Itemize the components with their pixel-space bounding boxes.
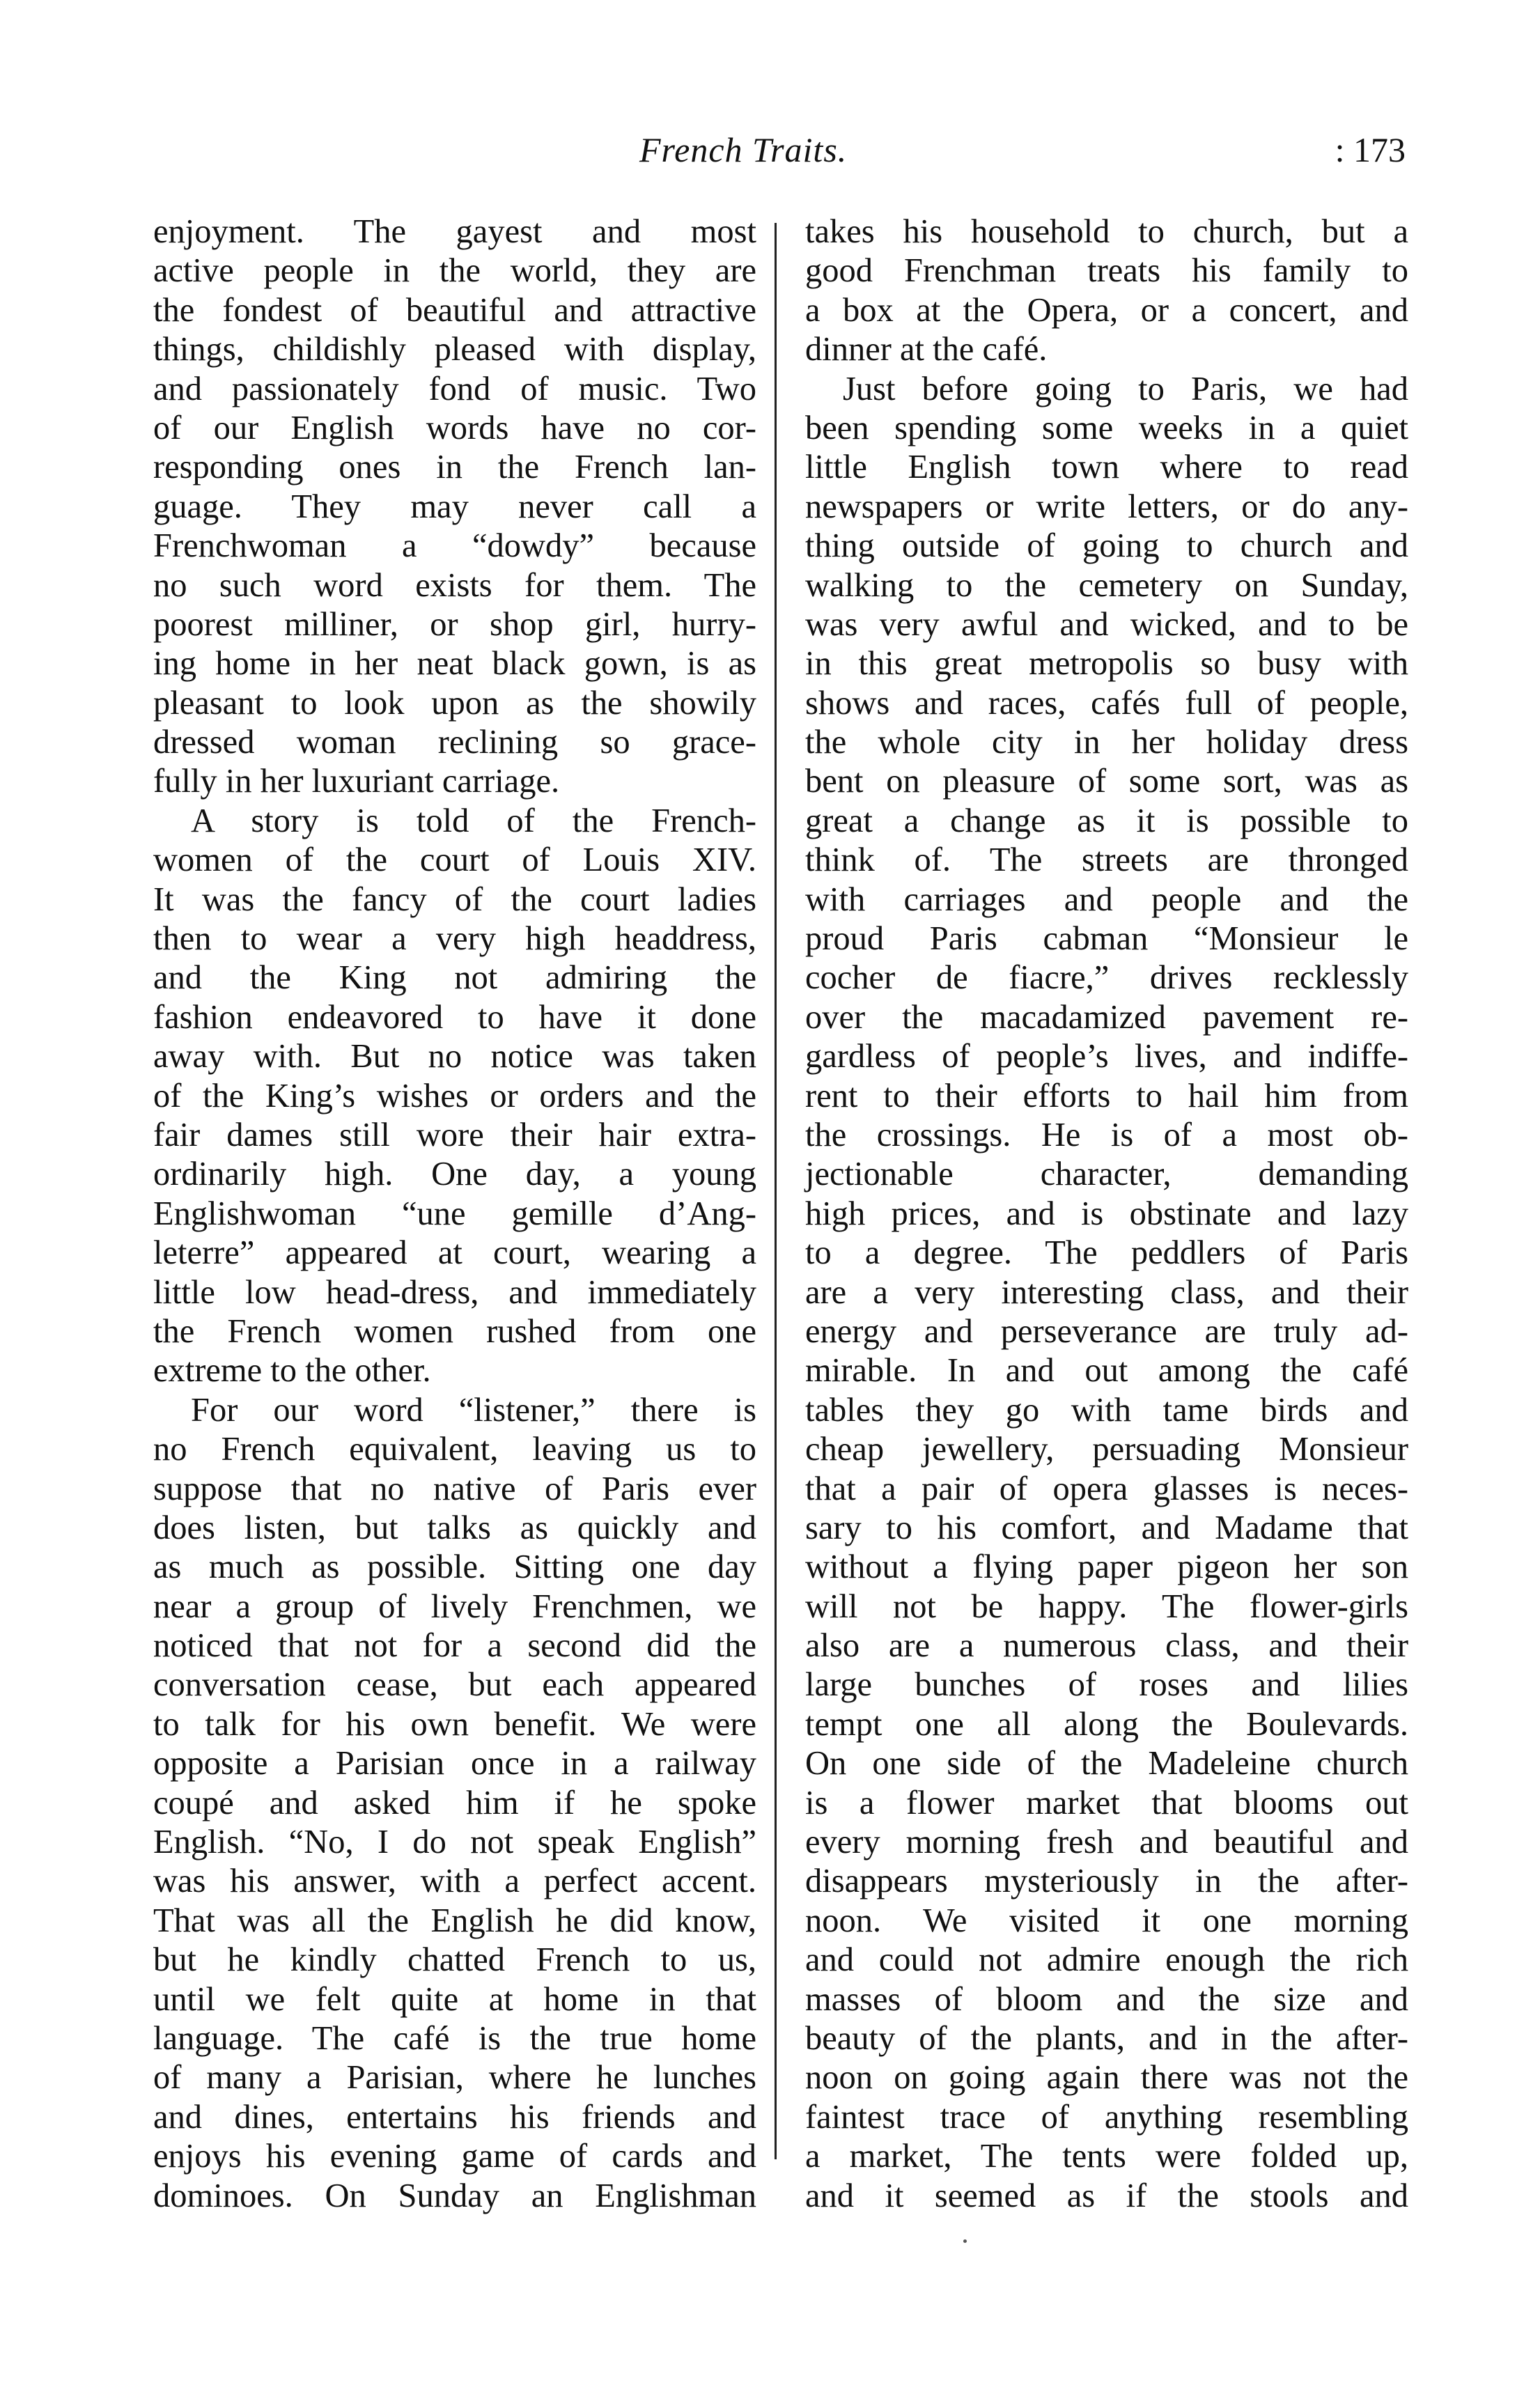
text-line: On one side of the Madeleine church: [805, 1745, 1408, 1782]
text-line: takes his household to church, but a: [805, 213, 1408, 250]
text-line: ing home in her neat black gown, is as: [153, 645, 756, 683]
text-line: bent on pleasure of some sort, was as: [805, 763, 1408, 800]
text-line: sary to his comfort, and Madame that: [805, 1509, 1408, 1546]
text-line: That was all the English he did know,: [153, 1902, 756, 1939]
text-line: does listen, but talks as quickly and: [153, 1509, 756, 1546]
text-line: noon on going again there was not the: [805, 2059, 1408, 2097]
text-line: beauty of the plants, and in the after-: [805, 2019, 1408, 2057]
text-line: pleasant to look upon as the showily: [153, 684, 756, 722]
text-line: Just before going to Paris, we had: [843, 370, 1408, 407]
text-line: jectionable character, demanding: [805, 1156, 1408, 1193]
text-line: and could not admire enough the rich: [805, 1941, 1408, 1979]
text-line: that a pair of opera glasses is neces-: [805, 1470, 1408, 1507]
text-line: and passionately fond of music. Two: [153, 370, 756, 407]
text-line: will not be happy. The flower-girls: [805, 1587, 1408, 1625]
text-line: fashion endeavored to have it done: [153, 998, 756, 1036]
text-line: of many a Parisian, where he lunches: [153, 2059, 756, 2097]
text-line: the fondest of beautiful and attractive: [153, 291, 756, 329]
text-line: good Frenchman treats his family to: [805, 252, 1408, 290]
text-line: responding ones in the French lan-: [153, 449, 756, 486]
text-line: and dines, entertains his friends and: [153, 2098, 756, 2136]
text-line: but he kindly chatted French to us,: [153, 1941, 756, 1979]
text-line: tables they go with tame birds and: [805, 1391, 1408, 1429]
text-line: to talk for his own benefit. We were: [153, 1705, 756, 1743]
text-line: opposite a Parisian once in a railway: [153, 1745, 756, 1782]
text-line: enjoys his evening game of cards and: [153, 2138, 756, 2175]
running-head: [152, 130, 1406, 178]
text-line: to a degree. The peddlers of Paris: [805, 1234, 1408, 1272]
text-line: mirable. In and out among the café: [805, 1352, 1408, 1390]
text-line: away with. But no notice was taken: [153, 1038, 756, 1075]
text-column-left: [153, 212, 756, 2216]
text-line: shows and races, cafés full of people,: [805, 684, 1408, 722]
text-line: cocher de fiacre,” drives recklessly: [805, 959, 1408, 997]
text-line: For our word “listener,” there is: [191, 1391, 756, 1429]
text-line: a market, The tents were folded up,: [805, 2138, 1408, 2175]
text-line: fully in her luxuriant carriage.: [153, 763, 560, 800]
text-line: and the King not admiring the: [153, 959, 756, 997]
text-column-right: [805, 212, 1408, 2216]
text-line: energy and perseverance are truly ad-: [805, 1312, 1408, 1350]
text-line: and it seemed as if the stools and: [805, 2177, 1408, 2214]
text-line: without a flying paper pigeon her son: [805, 1548, 1408, 1586]
text-line: noon. We visited it one morning: [805, 1902, 1408, 1939]
text-line: no such word exists for them. The: [153, 566, 756, 604]
text-line: as much as possible. Sitting one day: [153, 1548, 756, 1586]
text-line: little English town where to read: [805, 449, 1408, 486]
text-line: English. “No, I do not speak English”: [153, 1824, 756, 1861]
text-line: was his answer, with a perfect accent.: [153, 1863, 756, 1900]
print-speck: [963, 2239, 967, 2243]
text-line: A story is told of the French-: [191, 802, 756, 839]
text-line: was very awful and wicked, and to be: [805, 605, 1408, 643]
text-line: also are a numerous class, and their: [805, 1627, 1408, 1665]
text-line: every morning fresh and beautiful and: [805, 1824, 1408, 1861]
text-line: language. The café is the true home: [153, 2019, 756, 2057]
text-line: masses of bloom and the size and: [805, 1980, 1408, 2018]
text-line: leterre” appeared at court, wearing a: [153, 1234, 756, 1272]
text-line: extreme to the other.: [153, 1352, 431, 1390]
text-line: high prices, and is obstinate and lazy: [805, 1195, 1408, 1232]
text-line: dinner at the café.: [805, 331, 1048, 368]
text-line: thing outside of going to church and: [805, 527, 1408, 565]
column-divider: [775, 223, 777, 2159]
text-line: cheap jewellery, persuading Monsieur: [805, 1431, 1408, 1468]
text-line: noticed that not for a second did the: [153, 1627, 756, 1665]
text-line: Englishwoman “une gemille d’Ang-: [153, 1195, 756, 1232]
text-line: gardless of people’s lives, and indiffe-: [805, 1038, 1408, 1075]
text-line: disappears mysteriously in the after-: [805, 1863, 1408, 1900]
running-title: French Traits.: [639, 130, 848, 169]
text-line: of the King’s wishes or orders and the: [153, 1077, 756, 1114]
text-line: rent to their efforts to hail him from: [805, 1077, 1408, 1114]
text-line: the whole city in her holiday dress: [805, 724, 1408, 761]
text-line: It was the fancy of the court ladies: [153, 880, 756, 918]
text-line: enjoyment. The gayest and most: [153, 213, 756, 250]
text-line: suppose that no native of Paris ever: [153, 1470, 756, 1507]
text-line: women of the court of Louis XIV.: [153, 841, 756, 879]
text-line: until we felt quite at home in that: [153, 1980, 756, 2018]
text-line: great a change as it is possible to: [805, 802, 1408, 839]
text-line: no French equivalent, leaving us to: [153, 1431, 756, 1468]
text-line: large bunches of roses and lilies: [805, 1666, 1408, 1704]
text-line: active people in the world, they are: [153, 252, 756, 290]
text-line: a box at the Opera, or a concert, and: [805, 291, 1408, 329]
text-line: is a flower market that blooms out: [805, 1784, 1408, 1821]
text-line: over the macadamized pavement re-: [805, 998, 1408, 1036]
text-line: in this great metropolis so busy with: [805, 645, 1408, 683]
text-line: little low head-dress, and immediately: [153, 1273, 756, 1311]
text-line: dressed woman reclining so grace-: [153, 724, 756, 761]
text-line: fair dames still wore their hair extra-: [153, 1116, 756, 1153]
text-line: are a very interesting class, and their: [805, 1273, 1408, 1311]
text-line: been spending some weeks in a quiet: [805, 409, 1408, 446]
text-line: proud Paris cabman “Monsieur le: [805, 920, 1408, 958]
text-line: the crossings. He is of a most ob-: [805, 1116, 1408, 1153]
text-line: of our English words have no cor-: [153, 409, 756, 446]
page-number: : 173: [1335, 130, 1406, 169]
text-line: coupé and asked him if he spoke: [153, 1784, 756, 1821]
text-line: then to wear a very high headdress,: [153, 920, 756, 958]
text-line: conversation cease, but each appeared: [153, 1666, 756, 1704]
text-line: with carriages and people and the: [805, 880, 1408, 918]
text-line: guage. They may never call a: [153, 488, 756, 525]
text-line: near a group of lively Frenchmen, we: [153, 1587, 756, 1625]
text-line: walking to the cemetery on Sunday,: [805, 566, 1408, 604]
text-line: poorest milliner, or shop girl, hurry-: [153, 605, 756, 643]
text-line: dominoes. On Sunday an Englishman: [153, 2177, 756, 2214]
text-line: tempt one all along the Boulevards.: [805, 1705, 1408, 1743]
text-line: things, childishly pleased with display,: [153, 331, 756, 368]
text-line: ordinarily high. One day, a young: [153, 1156, 756, 1193]
text-line: Frenchwoman a “dowdy” because: [153, 527, 756, 565]
text-line: the French women rushed from one: [153, 1312, 756, 1350]
text-line: newspapers or write letters, or do any-: [805, 488, 1408, 525]
text-line: think of. The streets are thronged: [805, 841, 1408, 879]
text-line: faintest trace of anything resembling: [805, 2098, 1408, 2136]
